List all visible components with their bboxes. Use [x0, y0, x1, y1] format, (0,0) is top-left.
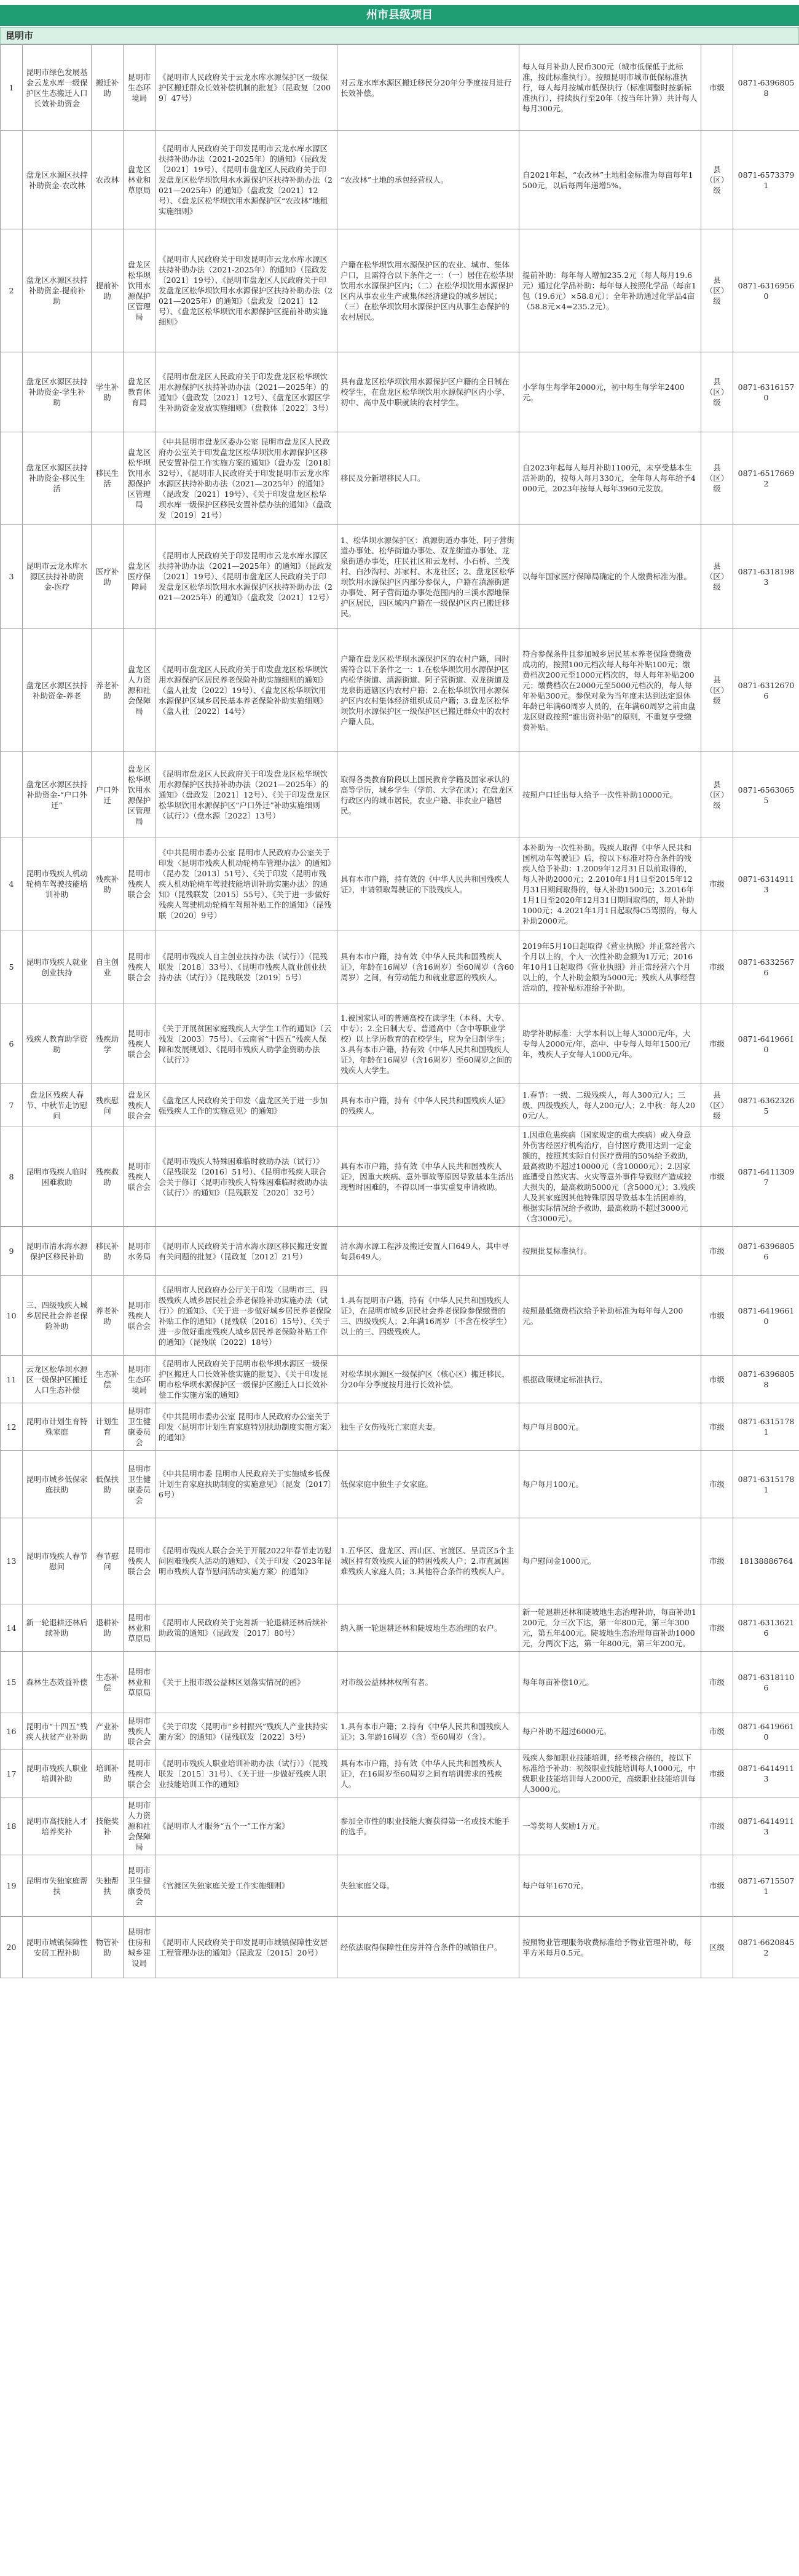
project-name: 昆明市残疾人春节慰问 [23, 1518, 92, 1604]
page-title: 州市县级项目 [0, 5, 799, 26]
subsidy-level: 市级 [701, 1518, 733, 1604]
subsidy-standard: 根据政策规定标准执行。 [519, 1356, 701, 1403]
subsidy-object: 1.被国家认可的普通高校在读学生（本科、大专、中专）；2.全日制大专、普通高中（含中等职业学校）以上学历教育的在校学生，应为全日制学生；3.具有本市户籍，持有效《中华人民共和国残疾人证》，年龄在16周岁（含16周岁）至60周岁之间的残疾人大学生。 [337, 1004, 519, 1084]
subsidy-standard: 按照物业管理服务收费标准给予物业管理补助，每平方米每月0.5元。 [519, 1917, 701, 1978]
project-name: 昆明市“十四五”残疾人扶贫产业补助 [23, 1713, 92, 1750]
policy-basis: 《中共昆明市委办公室 昆明市人民政府办公室关于印发〈昆明市残疾人机动轮椅车管理办法〉的通知》（昆办发〔2013〕51号）、《关于印发〈昆明市残疾人机动轮椅车驾驶技能培训补助实施办法〉的通知》（昆残联发〔2015〕55号）、《关于进一步做好残疾人驾驶机动轮椅车驾照补贴工作的通知》（昆残联〔2020〕9号） [155, 838, 337, 930]
subsidy-category: 移民补助 [92, 1227, 124, 1276]
project-name: 昆明市残疾人职业培训补助 [23, 1750, 92, 1797]
contact-phone: 0871-64113097 [733, 1127, 799, 1227]
policy-basis: 《昆明市盘龙区人民政府关于印发盘龙区松华坝饮用水源保护区扶持补助办法（2021—2025年）的通知》（盘政发〔2021〕12号）、《盘龙区水源区学生补助资金发放实施细则》（盘教体〔2022〕3号） [155, 352, 337, 432]
subsidy-standard: 按照最低缴费档次给予补助标准为每年每人200元。 [519, 1276, 701, 1356]
subsidy-standard: 一等奖每人奖励1万元。 [519, 1797, 701, 1855]
subsidy-category: 计划生育 [92, 1403, 124, 1451]
responsible-department: 昆明市生态环境局 [124, 1356, 155, 1403]
subsidy-category: 失独帮扶 [92, 1855, 124, 1917]
subsidy-object: 户籍在盘龙区松华坝水源保护区的农村户籍，同时需符合以下条件之一：1.在松华坝饮用水源保护区内松华街道、滇源街道、阿子营街道、双龙街道及龙泉街道辖区内农村户籍；2.在松华坝饮用水源保护区内农村集体经济组织成员户籍；3.盘龙区松华坝饮用水源保护区一级保护区已搬迁群众中的农村户籍人员。 [337, 629, 519, 752]
subsidy-object: 具有本市户籍，持有效《中华人民共和国残疾人证》，年龄在16周岁（含16周岁）至60周岁（含60周岁）之间，有劳动能力和就业意愿的残疾人。 [337, 930, 519, 1004]
subsidy-standard: 本补助为一次性补助。残疾人取得《中华人民共和国机动车驾驶证》后，按以下标准对符合条件的残疾人给予补助：1.2009年12月31日以前取得的，每人补助2000元；2.2010年1月1日至2015年12月31日期间取得的，每人补助1500元；3.2016年1月1日至2020年12月31日期间取得的，每人补助1000元；4.2021年1月1日起取得C5驾照的，每人补助2000元。 [519, 838, 701, 930]
row-number: 19 [1, 1855, 23, 1917]
policy-basis: 《昆明市人民政府关于完善新一轮退耕还林后续补助政策的通知》（昆政发〔2017〕80号） [155, 1604, 337, 1652]
subsidy-category: 养老补助 [92, 629, 124, 752]
subsidy-standard: 按照户口迁出每人给予一次性补助10000元。 [519, 752, 701, 838]
subsidy-category: 技能奖补 [92, 1797, 124, 1855]
project-name: 昆明市城乡低保家庭扶助 [23, 1451, 92, 1518]
project-name: 昆明市绿色发展基金云龙水库一级保护区生态搬迁人口长效补助资金 [23, 45, 92, 131]
policy-basis: 《昆明市盘龙区人民政府关于印发盘龙区松华坝饮用水源保护区扶持补助办法（2021—2025年）的通知》（盘政发〔2021〕12号）、《关于印发盘龙区松华坝饮用水源保护区“户口外迁”补助实施细则（试行）》（盘水源〔2022〕13号） [155, 752, 337, 838]
contact-phone: 0871-63181106 [733, 1652, 799, 1713]
subsidy-category: 残疾补助 [92, 838, 124, 930]
subsidy-category: 医疗补助 [92, 525, 124, 629]
table-row [1, 629, 799, 752]
row-number: 20 [1, 1917, 23, 1978]
subsidy-standard: 新一轮退耕还林和陡坡地生态治理补助，每亩补助1200元，分三次下达，第一年800元，第三年300元，第五年400元。陡坡地生态治理每亩补助1000元，分两次下达，第一年800元，第三年200元。 [519, 1604, 701, 1652]
subsidy-category: 户口外迁 [92, 752, 124, 838]
subsidy-standard: 符合参保条件且参加城乡居民基本养老保险费缴费成功的，按照100元档次每人每年补贴100元；缴费档次200元至1000元档次的，每人每年补贴200元；缴费档次在2000元至5000元档次的，每人每年补贴300元。参保对象为当年度未达到法定退休年龄已年满60周岁人员的，在年满60周岁之前由盘龙区财政按照“谁出资补贴”的原则，不重复享受缴费补贴。 [519, 629, 701, 752]
row-number: 4 [1, 838, 23, 930]
contact-phone: 0871-67155071 [733, 1855, 799, 1917]
responsible-department: 昆明市残疾人联合会 [124, 930, 155, 1004]
subsidy-level: 市级 [701, 1451, 733, 1518]
policy-basis: 《昆明市盘龙区人民政府关于印发盘龙区松华坝饮用水源保护区居民养老保险补助实施细则的通知》（盘人社发〔2022〕19号）、《盘龙区松华坝饮用水源保护区城乡居民基本养老保险补助实施细则》（盘人社〔2022〕14号） [155, 629, 337, 752]
subsidy-object: 经依法取得保障性住房并符合条件的城镇住户。 [337, 1917, 519, 1978]
project-name: 昆明市残疾人机动轮椅车驾驶技能培训补助 [23, 838, 92, 930]
responsible-department: 盘龙区残疾人联合会 [124, 1084, 155, 1127]
project-name: 盘龙区水源区扶持补助资金-提前补助 [23, 229, 92, 352]
policy-basis: 《中共昆明市委 昆明市人民政府关于实施城乡低保计划生育家庭扶助制度的实施意见》（昆发〔2017〕6号） [155, 1451, 337, 1518]
row-number: 6 [1, 1004, 23, 1084]
subsidy-standard: 残疾人参加职业技能培训，经考核合格的，按以下标准给予补助：初级职业技能培训每人1000元，中级职业技能培训每人2000元，高级职业技能培训每人3000元。 [519, 1750, 701, 1797]
subsidy-category: 培训补助 [92, 1750, 124, 1797]
subsidy-level: 市级 [701, 45, 733, 131]
table-row [1, 432, 799, 525]
responsible-department: 昆明市残疾人联合会 [124, 1518, 155, 1604]
subsidy-level: 市级 [701, 1227, 733, 1276]
subsidy-level: 市级 [701, 1276, 733, 1356]
subsidy-level: 市级 [701, 1004, 733, 1084]
subsidy-standard: 每户补助不超过6000元。 [519, 1713, 701, 1750]
policy-basis: 《昆明市人才服务“五个一”工作方案》 [155, 1797, 337, 1855]
project-name: 云龙区松华坝水源区一级保护区搬迁人口生态补偿 [23, 1356, 92, 1403]
subsidy-level: 市级 [701, 1127, 733, 1227]
project-name: 盘龙区水源区扶持补助资金-“户口外迁” [23, 752, 92, 838]
project-name: 残疾人教育助学资助 [23, 1004, 92, 1084]
policy-basis: 《官渡区失独家庭关爱工作实施细则》 [155, 1855, 337, 1917]
table-row [1, 1084, 799, 1127]
subsidy-level: 县（区）级 [701, 752, 733, 838]
policy-basis: 《昆明市残疾人联合会关于开展2022年春节走访慰问困难残疾人活动的通知》、《关于印发〈2023年昆明市残疾人春节慰问活动实施方案〉的通知》 [155, 1518, 337, 1604]
row-number: 1 [1, 45, 23, 131]
contact-phone: 0871-63968058 [733, 1356, 799, 1403]
row-number: 12 [1, 1403, 23, 1451]
policy-basis: 《中共昆明市盘龙区委办公室 昆明市盘龙区人民政府办公室关于印发盘龙区松华坝饮用水源保护区移民安置补偿工作实施方案的通知》（盘办发〔2018〕32号）、《昆明市人民政府关于印发昆明市云龙水库水源区扶持补助办法（2021—2025年）的通知》（昆政发〔2021〕19号）、《关于印发盘龙区松华坝水库一级保护区移民安置补偿办法的通知》（盘政发〔2019〕21号） [155, 432, 337, 525]
responsible-department: 昆明市生态环境局 [124, 45, 155, 131]
table-row [1, 1917, 799, 1978]
table-row [1, 229, 799, 352]
subsidy-level: 县（区）级 [701, 525, 733, 629]
policy-basis: 《昆明市残疾人职业培训补助办法（试行）》（昆残联发〔2015〕31号）、《关于进一步做好残疾人职业技能培训工作的通知》 [155, 1750, 337, 1797]
subsidy-standard: 按照批复标准执行。 [519, 1227, 701, 1276]
row-number: 17 [1, 1750, 23, 1797]
responsible-department: 盘龙区人力资源和社会保障局 [124, 629, 155, 752]
subsidy-category: 产业补助 [92, 1713, 124, 1750]
subsidy-object: 对松华坝水源区一级保护区（核心区）搬迁移民，分20年分季度按月进行长效补偿。 [337, 1356, 519, 1403]
table-row [1, 1403, 799, 1451]
subsidy-standard: 每户每年1670元。 [519, 1855, 701, 1917]
policy-basis: 《关于开展贫困家庭残疾人大学生工作的通知》（云残发〔2003〕75号）、《云南省“十四五”残疾人保障和发展规划》、《昆明市残疾人助学金资助办法（试行）》 [155, 1004, 337, 1084]
subsidy-category: 退耕补助 [92, 1604, 124, 1652]
subsidy-object: 具有本市户籍，持有效的《中华人民共和国残疾人证》，申请领取驾驶证的下肢残疾人。 [337, 838, 519, 930]
subsidy-category: 残疾救助 [92, 1127, 124, 1227]
subsidy-object: 对市级公益林林权所有者。 [337, 1652, 519, 1713]
contact-phone: 18138886764 [733, 1518, 799, 1604]
subsidy-category: 学生补助 [92, 352, 124, 432]
table-row [1, 1855, 799, 1917]
subsidy-standard: 每年每亩补偿10元。 [519, 1652, 701, 1713]
subsidy-standard: 自2023年起每人每月补助1100元，未享受基本生活补助的，按每人每月330元，全年每人每年给予4000元，2023年按每人每年3960元发放。 [519, 432, 701, 525]
subsidy-object: 具有本市户籍，持有效《中华人民共和国残疾人证》，在16周岁至60周岁之间有培训需求的残疾人。 [337, 1750, 519, 1797]
subsidy-category: 搬迁补助 [92, 45, 124, 131]
table-row [1, 1127, 799, 1227]
subsidy-standard: 每户每月800元。 [519, 1403, 701, 1451]
project-name: 森林生态效益补偿 [23, 1652, 92, 1713]
contact-phone: 0871-63136216 [733, 1604, 799, 1652]
project-name: 昆明市计划生育特殊家庭 [23, 1403, 92, 1451]
policy-basis: 《昆明市残疾人自主创业扶持办法（试行）》（昆残联发〔2018〕33号）、《昆明市残疾人就业创业扶持办法（试行）》（昆残联发〔2019〕5号） [155, 930, 337, 1004]
row-number [1, 432, 23, 525]
policy-basis: 《关于上报市级公益林区划落实情况的函》 [155, 1652, 337, 1713]
responsible-department: 昆明市卫生健康委员会 [124, 1451, 155, 1518]
row-number [1, 629, 23, 752]
project-name: 盘龙区水源区扶持补助资金-移民生活 [23, 432, 92, 525]
contact-phone: 0871-63623265 [733, 1084, 799, 1127]
subsidy-level: 市级 [701, 1356, 733, 1403]
subsidy-object: 1.具有昆明市户籍，持有《中华人民共和国残疾人证》，在昆明市城乡居民社会养老保险参保缴费的三、四级残疾人；2.年满16周岁（不含在校学生）以上的三、四级残疾人。 [337, 1276, 519, 1356]
row-number [1, 1451, 23, 1518]
contact-phone: 0871-63169560 [733, 229, 799, 352]
project-name: 盘龙区水源区扶持补助资金-农改林 [23, 131, 92, 229]
table-row [1, 1604, 799, 1652]
subsidy-level: 市级 [701, 1750, 733, 1797]
contact-phone: 0871-63161570 [733, 352, 799, 432]
subsidy-category: 自主创业 [92, 930, 124, 1004]
policy-table-body [1, 45, 799, 1978]
subsidy-category: 物管补助 [92, 1917, 124, 1978]
subsidy-object: 参加全市性的职业技能大赛获得第一名或技术能手的选手。 [337, 1797, 519, 1855]
subsidy-level: 县（区）级 [701, 1084, 733, 1127]
contact-phone: 0871-63149113 [733, 838, 799, 930]
project-name: 盘龙区残疾人春节、中秋节走访慰问 [23, 1084, 92, 1127]
project-name: 昆明市高技能人才培养奖补 [23, 1797, 92, 1855]
contact-phone: 0871-65733791 [733, 131, 799, 229]
policy-basis: 《昆明市人民政府关于云龙水库水源保护区一级保护区搬迁群众长效补偿机制的批复》（昆政复〔2009〕47号） [155, 45, 337, 131]
responsible-department: 昆明市卫生健康委员会 [124, 1403, 155, 1451]
project-name: 三、四级残疾人城乡居民社会养老保险补助 [23, 1276, 92, 1356]
responsible-department: 盘龙区医疗保障局 [124, 525, 155, 629]
project-name: 昆明市清水海水源保护区移民补助 [23, 1227, 92, 1276]
subsidy-level: 县（区）级 [701, 432, 733, 525]
contact-phone: 0871-64149113 [733, 1750, 799, 1797]
row-number [1, 752, 23, 838]
row-number: 10 [1, 1276, 23, 1356]
project-name: 昆明市残疾人就业创业扶持 [23, 930, 92, 1004]
subsidy-category: 农改林 [92, 131, 124, 229]
row-number: 13 [1, 1518, 23, 1604]
subsidy-standard: 1.因重危患疾病（国家规定的重大疾病）或入身意外伤害经医疗机构治疗，自付医疗费用达到一定金额的，按照其实际自付医疗费用的50%给予救助，最高救助不超过10000元（含10000元）；2.因家庭遭受自然灾害、火灾等意外事件导致财产造成较大损失的，最高救助5000元（含5000元）；3.残疾人及其家庭因其他特殊原因导致基本生活困难的，根据实际情况给予救助，最高救助不超过3000元（含3000元）。 [519, 1127, 701, 1227]
subsidy-object: 纳入新一轮退耕还林和陡坡地生态治理的农户。 [337, 1604, 519, 1652]
row-number [1, 352, 23, 432]
policy-basis: 《昆明市人民政府关于昆明市松华坝水源区一级保护区搬迁人口长效补偿实施的批复》、《关于印发昆明市松华坝水源保护区一级保护区搬迁人口长效补偿工作实施方案的通知》 [155, 1356, 337, 1403]
subsidy-standard: 自2021年起，“农改林”土地租金标准为每亩每年1500元，以后每两年递增5%。 [519, 131, 701, 229]
responsible-department: 昆明市水务局 [124, 1227, 155, 1276]
policy-basis: 《昆明市人民政府办公厅关于印发〈昆明市三、四级残疾人城乡居民社会养老保险补助实施办法（试行）〉的通知》、《关于进一步做好城乡居民养老保险补贴工作的通知》（昆残联〔2016〕15号）、《关于进一步做好重度残疾人城乡居民养老保险补贴工作的通知》（昆残联〔2022〕18号） [155, 1276, 337, 1356]
row-number: 7 [1, 1084, 23, 1127]
contact-phone: 0871-65176692 [733, 432, 799, 525]
policy-basis: 《昆明市人民政府关于印发昆明市云龙水库水源区扶持补助办法（2021-2025年）的通知》（昆政发〔2021〕19号）、《昆明市盘龙区人民政府关于印发盘龙区松华坝饮用水水源保护区扶持补助办法（2021—2025年）的通知》（盘政发〔2021〕12号）、《盘龙区松华坝饮用水源保护区“农改林”地租实施细则》 [155, 131, 337, 229]
row-number: 2 [1, 229, 23, 352]
subsidy-category: 低保扶助 [92, 1451, 124, 1518]
subsidy-object: 户籍在松华坝饮用水源保护区的农业、城市、集体户口，且需符合以下条件之一：（一）居住在松华坝饮用水水源保护区内；（二）在松华坝饮用水源保护区内从事农业生产或集体经济建设的城乡居民；（三）在松华坝饮用水源保护区内从事生态保护的农村居民。 [337, 229, 519, 352]
responsible-department: 盘龙区松华坝饮用水源保护区管理局 [124, 752, 155, 838]
policy-basis: 《关于印发〈昆明市“乡村振兴”残疾人产业扶持实施方案〉的通知》（昆残联发〔2022〕3号） [155, 1713, 337, 1750]
contact-phone: 0871-66208452 [733, 1917, 799, 1978]
region-header: 昆明市 [0, 27, 799, 44]
table-row [1, 1518, 799, 1604]
subsidy-level: 市级 [701, 1652, 733, 1713]
subsidy-category: 残疾助学 [92, 1004, 124, 1084]
responsible-department: 昆明市残疾人联合会 [124, 1713, 155, 1750]
subsidy-standard: 助学补助标准：大学本科以上每人3000元/年，大专每人2000元/年，高中、中专每人每年1500元/年，残疾人子女每人1000元/年。 [519, 1004, 701, 1084]
policy-basis: 《昆明市人民政府关于印发昆明市云龙水库水源区扶持补助办法（2021-2025年）的通知》（昆政发〔2021〕19号）、《昆明市盘龙区人民政府关于印发盘龙区松华坝饮用水水源保护区扶持补助办法（2021—2025年）的通知》（盘政发〔2021〕12号）、《盘龙区松华坝饮用水源保护区提前补助实施细则》 [155, 229, 337, 352]
project-name: 新一轮退耕还林后续补助 [23, 1604, 92, 1652]
contact-phone: 0871-63151781 [733, 1451, 799, 1518]
project-name: 昆明市残疾人临时困难救助 [23, 1127, 92, 1227]
subsidy-object: 具有本市户籍，持有效《中华人民共和国残疾人证》，因重大疾病、意外事故等原因导致基本生活出现暂时困难的，不得以同一事实重复申请救助。 [337, 1127, 519, 1227]
subsidy-category: 提前补助 [92, 229, 124, 352]
project-name: 昆明市失独家庭帮扶 [23, 1855, 92, 1917]
subsidy-standard: 每户慰问金1000元。 [519, 1518, 701, 1604]
table-row [1, 1356, 799, 1403]
subsidy-level: 区级 [701, 1917, 733, 1978]
subsidy-level: 市级 [701, 1797, 733, 1855]
table-row [1, 752, 799, 838]
row-number: 8 [1, 1127, 23, 1227]
table-row [1, 1713, 799, 1750]
subsidy-object: 取得各类教育阶段以上国民教育学籍及国家承认的高等学历，城乡学生（学前、大学在读）；在盘龙区行政区内的城市居民，农业户籍、非农业户籍居民。 [337, 752, 519, 838]
table-row [1, 45, 799, 131]
row-number: 5 [1, 930, 23, 1004]
policy-basis: 《昆明市人民政府关于印发昆明市云龙水库水源区扶持补助办法（2021—2025年）的通知》（昆政发〔2021〕19号）、《昆明市盘龙区人民政府关于印发盘龙区松华坝饮用水水源保护区扶持补助办法（2021—2025年）的通知》（盘政发〔2021〕12号） [155, 525, 337, 629]
project-name: 盘龙区水源区扶持补助资金-养老 [23, 629, 92, 752]
table-row [1, 525, 799, 629]
subsidy-standard: 以每年国家医疗保障局确定的个人缴费标准为准。 [519, 525, 701, 629]
subsidy-object: 独生子女伤残死亡家庭夫妻。 [337, 1403, 519, 1451]
subsidy-category: 生态补偿 [92, 1652, 124, 1713]
row-number [1, 131, 23, 229]
subsidy-level: 市级 [701, 1403, 733, 1451]
table-row [1, 1750, 799, 1797]
project-name: 盘龙区水源区扶持补助资金-学生补助 [23, 352, 92, 432]
row-number: 16 [1, 1713, 23, 1750]
policy-basis: 《盘龙区人民政府关于印发〈盘龙区关于进一步加强残疾人工作的实施意见〉的通知》 [155, 1084, 337, 1127]
subsidy-standard: 每户每月100元。 [519, 1451, 701, 1518]
table-row [1, 1276, 799, 1356]
responsible-department: 昆明市卫生健康委员会 [124, 1855, 155, 1917]
subsidy-object: 对云龙水库水源区搬迁移民分20年分季度按月进行长效补偿。 [337, 45, 519, 131]
table-row [1, 1227, 799, 1276]
contact-phone: 0871-65630655 [733, 752, 799, 838]
policy-basis: 《昆明市残疾人特殊困难临时救助办法（试行）》（昆残联发〔2016〕51号）、《昆明市残疾人联合会关于修订〈昆明市残疾人特殊困难临时救助办法（试行）〉的通知》（昆残联发〔2020〕32号） [155, 1127, 337, 1227]
table-row [1, 1004, 799, 1084]
subsidy-object: 具有盘龙区松华坝饮用水源保护区户籍的全日制在校学生，在盘龙区松华坝饮用水源保护区内小学、初中、高中及中职就读的农村学生。 [337, 352, 519, 432]
subsidy-level: 市级 [701, 1855, 733, 1917]
row-number: 11 [1, 1356, 23, 1403]
subsidy-standard: 小学每生每学年2000元，初中每生每学年2400元。 [519, 352, 701, 432]
project-name: 昆明市云龙水库水源区扶持补助资金-医疗 [23, 525, 92, 629]
table-row [1, 352, 799, 432]
subsidy-object: 失独家庭父母。 [337, 1855, 519, 1917]
table-row [1, 930, 799, 1004]
contact-phone: 0871-64149113 [733, 1797, 799, 1855]
subsidy-category: 残疾慰问 [92, 1084, 124, 1127]
row-number: 3 [1, 525, 23, 629]
subsidy-object: 低保家庭中独生子女家庭。 [337, 1451, 519, 1518]
subsidy-object: 1、松华坝水源保护区：滇源街道办事处、阿子营街道办事处、松华街道办事处、双龙街道办事处、龙泉街道办事处，庄民社区和云龙村、小石桥、兰茂村、白沙沟村、苏家村、木龙社区；2、盘龙区松华坝饮用水源保护区内部分参保人，户籍在滇源街道办事处、阿子营街道办事处范围内的三溪水源地保护区居民，四区域内户籍在一级保护区内已搬迁移民。 [337, 525, 519, 629]
row-number: 9 [1, 1227, 23, 1276]
row-number: 14 [1, 1604, 23, 1652]
responsible-department: 昆明市残疾人联合会 [124, 1127, 155, 1227]
subsidy-category: 生态补偿 [92, 1356, 124, 1403]
responsible-department: 昆明市残疾人联合会 [124, 1276, 155, 1356]
subsidy-object: 清水海水源工程涉及搬迁安置人口649人，其中寻甸县649人。 [337, 1227, 519, 1276]
row-number: 15 [1, 1652, 23, 1713]
table-row [1, 838, 799, 930]
table-row [1, 131, 799, 229]
table-row [1, 1797, 799, 1855]
contact-phone: 0871-63126706 [733, 629, 799, 752]
subsidy-object: 1.具有本市户籍；2.持有《中华人民共和国残疾人证》；3.年龄16周岁（含）至60周岁（含）。 [337, 1713, 519, 1750]
subsidy-standard: 每人每月补助人民币300元（城市低保低于此标准，按此标准执行）。按照昆明市城市低保标准执行，每人每月按城市低保执行（标准调整时按新标准执行），持续执行至20年（按当年计算）共计每人每月300元。 [519, 45, 701, 131]
project-name: 昆明市城镇保障性安居工程补助 [23, 1917, 92, 1978]
policy-basis: 《昆明市人民政府关于印发昆明市城镇保障性安居工程管理办法的通知》（昆政发〔2015〕20号） [155, 1917, 337, 1978]
subsidy-level: 市级 [701, 930, 733, 1004]
contact-phone: 0871-63151781 [733, 1403, 799, 1451]
table-row [1, 1652, 799, 1713]
subsidy-standard: 2019年5月10日起取得《营业执照》并正常经营六个月以上的，个人一次性补助金额为1万元；2016年10月1日起取得《营业执照》并正常经营六个月以上的，个人补助金额为5000元；残疾人从事经营活动的，按补贴标准给予补助。 [519, 930, 701, 1004]
policy-basis: 《中共昆明市委办公室 昆明市人民政府办公室关于印发〈昆明市计划生育家庭特别扶助制度实施方案〉的通知》 [155, 1403, 337, 1451]
subsidy-level: 市级 [701, 1604, 733, 1652]
responsible-department: 昆明市林业和草原局 [124, 1604, 155, 1652]
policy-table [0, 44, 799, 1978]
contact-phone: 0871-63968058 [733, 45, 799, 131]
subsidy-level: 县（区）级 [701, 629, 733, 752]
row-number: 18 [1, 1797, 23, 1855]
responsible-department: 盘龙区林业和草原局 [124, 131, 155, 229]
contact-phone: 0871-63968056 [733, 1227, 799, 1276]
subsidy-object: 1.五华区、盘龙区、西山区、官渡区、呈贡区5个主城区持有效残疾人证的特困残疾人户；2.市直属困难残疾人家庭人员；3.其他符合条件的残疾人户。 [337, 1518, 519, 1604]
subsidy-object: 移民及分新增移民人口。 [337, 432, 519, 525]
responsible-department: 盘龙区教育体育局 [124, 352, 155, 432]
contact-phone: 0871-64196610 [733, 1004, 799, 1084]
responsible-department: 盘龙区松华坝饮用水源保护区管理局 [124, 229, 155, 352]
subsidy-category: 春节慰问 [92, 1518, 124, 1604]
responsible-department: 昆明市住房和城乡建设局 [124, 1917, 155, 1978]
subsidy-level: 县（区）级 [701, 352, 733, 432]
contact-phone: 0871-63325676 [733, 930, 799, 1004]
contact-phone: 0871-63181983 [733, 525, 799, 629]
subsidy-level: 县（区）级 [701, 229, 733, 352]
subsidy-category: 养老补助 [92, 1276, 124, 1356]
policy-basis: 《昆明市人民政府关于清水海水源区移民搬迁安置有关问题的批复》（昆政复〔2012〕21号） [155, 1227, 337, 1276]
subsidy-level: 市级 [701, 1713, 733, 1750]
subsidy-object: “农改林”土地的承包经营权人。 [337, 131, 519, 229]
subsidy-object: 具有本市户籍，持有《中华人民共和国残疾人证》的残疾人。 [337, 1084, 519, 1127]
subsidy-level: 市级 [701, 838, 733, 930]
responsible-department: 昆明市残疾人联合会 [124, 1004, 155, 1084]
contact-phone: 0871-64196610 [733, 1276, 799, 1356]
contact-phone: 0871-64196610 [733, 1713, 799, 1750]
responsible-department: 昆明市人力资源和社会保障局 [124, 1797, 155, 1855]
subsidy-category: 移民生活 [92, 432, 124, 525]
responsible-department: 昆明市残疾人联合会 [124, 1750, 155, 1797]
responsible-department: 昆明市残疾人联合会 [124, 838, 155, 930]
subsidy-standard: 提前补助：每年每人增加235.2元（每人每月19.6元）通过化学品补助：每年每人按照化学品（每亩1包（19.6元）×58.8元）；全年补助通过化学品4亩（58.8元×4=235.2元）。 [519, 229, 701, 352]
responsible-department: 盘龙区松华坝饮用水源保护区管理局 [124, 432, 155, 525]
subsidy-standard: 1.春节：一级、二级残疾人，每人300元/人；三级、四级残疾人，每人200元/人；2.中秋：每人200元/人。 [519, 1084, 701, 1127]
responsible-department: 昆明市林业和草原局 [124, 1652, 155, 1713]
table-row [1, 1451, 799, 1518]
subsidy-level: 县（区）级 [701, 131, 733, 229]
